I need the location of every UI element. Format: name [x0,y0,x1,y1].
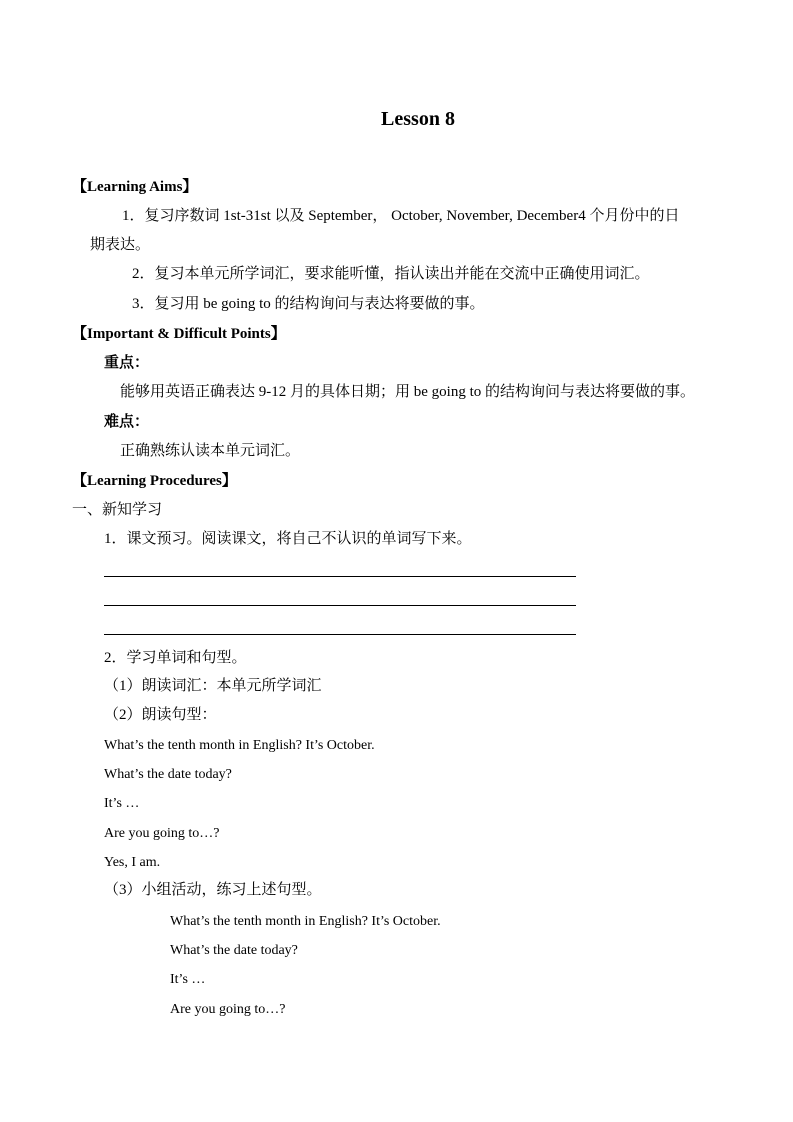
key-point-label: 重点： [104,355,150,371]
sub-step-1: （1）朗读词汇：本单元所学词汇 [104,678,322,694]
answer-line[interactable] [104,576,576,577]
difficult-point-text: 正确熟练认读本单元词汇。 [120,443,301,459]
key-point-text: 能够用英语正确表达 9-12 月的具体日期；用 be going to 的结构询问与表达将要做的事。 [120,384,695,400]
sub-step-2: （2）朗读句型： [104,707,217,723]
group-sentence-item: What’s the date today? [170,943,298,958]
aim-item-1-continued: 期表达。 [90,237,151,253]
sentence-item: Yes, I am. [104,855,161,870]
sentence-item: What’s the tenth month in English? It’s October. [104,738,375,753]
sentence-item: Are you going to…? [104,826,220,841]
answer-line[interactable] [104,634,576,635]
group-sentence-item: What’s the tenth month in English? It’s October. [170,914,441,929]
answer-line[interactable] [104,605,576,606]
learning-aims-heading: 【Learning Aims】 [72,179,198,195]
section-new-learning: 一、新知学习 [72,502,163,518]
procedures-heading: 【Learning Procedures】 [72,473,237,489]
sub-step-3: （3）小组活动，练习上述句型。 [104,882,322,898]
aim-item-1: 1．复习序数词 1st-31st 以及 September， October, November, December4 个月份中的日 [122,208,680,224]
step-1: 1．课文预习。阅读课文，将自己不认识的单词写下来。 [104,531,472,547]
points-heading: 【Important & Difficult Points】 [72,326,286,342]
sentence-item: What’s the date today? [104,767,232,782]
aim-item-3: 3．复习用 be going to 的结构询问与表达将要做的事。 [132,296,485,312]
page-title: Lesson 8 [381,108,455,130]
aim-item-2: 2．复习本单元所学词汇，要求能听懂，指认读出并能在交流中正确使用词汇。 [132,266,650,282]
step-2: 2．学习单词和句型。 [104,650,247,666]
sentence-item: It’s … [104,796,140,811]
group-sentence-item: Are you going to…? [170,1002,286,1017]
difficult-point-label: 难点： [104,414,150,430]
group-sentence-item: It’s … [170,972,206,987]
